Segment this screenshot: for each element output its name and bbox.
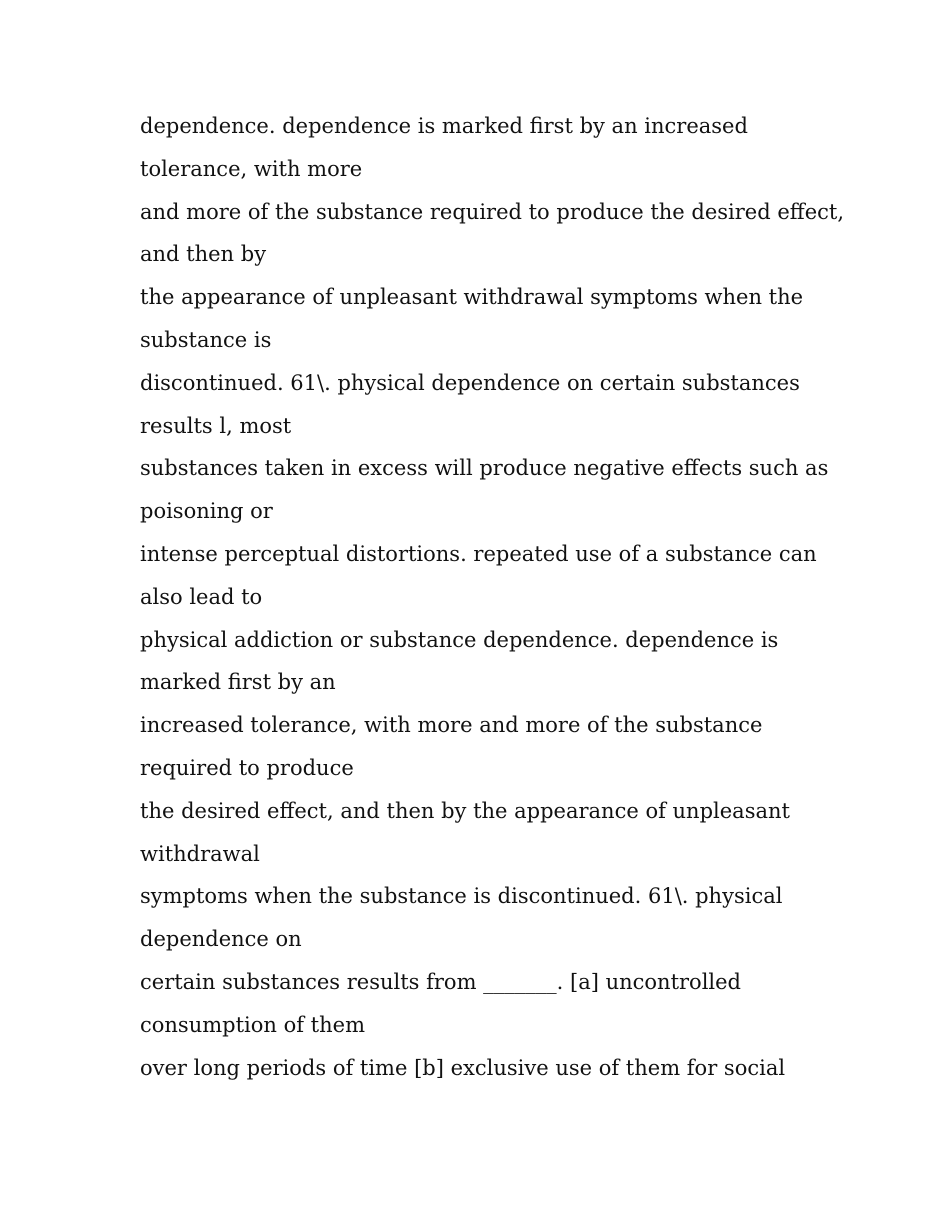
text-line: the appearance of unpleasant withdrawal symptoms when the: [140, 285, 804, 310]
text-line: dependence. dependence is marked first by an increased: [140, 114, 748, 138]
text-line: and then by: [140, 242, 267, 267]
text-line: consumption of them: [140, 1012, 365, 1037]
text-line: certain substances results from _______. [a] uncontrolled: [140, 969, 742, 994]
text-line: tolerance, with more: [140, 156, 363, 181]
document-text: [140, 105, 845, 1089]
text-line: required to produce: [140, 755, 354, 780]
text-line: withdrawal: [140, 841, 260, 866]
text-line: over long periods of time [b] exclusive use of them for social: [140, 1055, 786, 1080]
text-line: marked first by an: [140, 670, 336, 695]
text-line: discontinued. 61\. physical dependence on certain substances: [140, 370, 800, 395]
text-line: and more of the substance required to produce the desired effect,: [140, 199, 845, 224]
text-line: results l, most: [140, 413, 292, 438]
text-line: intense perceptual distortions. repeated use of a substance can: [140, 541, 817, 566]
text-line: increased tolerance, with more and more of the substance: [140, 713, 763, 738]
text-line: symptoms when the substance is discontinued. 61\. physical: [140, 884, 783, 909]
text-line: the desired effect, and then by the appearance of unpleasant: [140, 798, 790, 823]
text-line: also lead to: [140, 584, 263, 609]
text-line: physical addiction or substance dependence. dependence is: [140, 627, 779, 652]
text-line: substance is: [140, 327, 272, 352]
text-line: poisoning or: [140, 499, 273, 524]
text-line: substances taken in excess will produce negative effects such as: [140, 456, 829, 481]
text-line: dependence on: [140, 927, 302, 952]
